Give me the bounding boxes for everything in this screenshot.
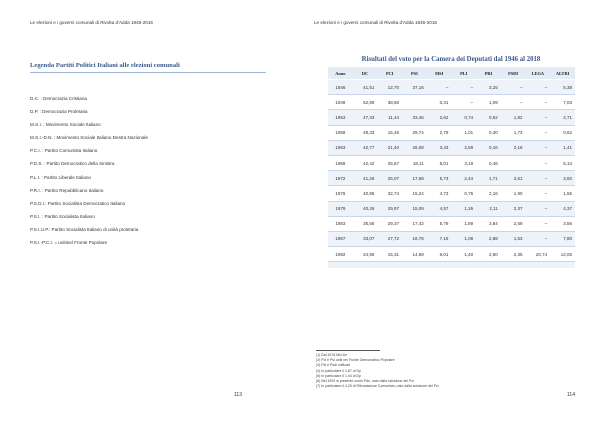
running-head-left: Le elezioni e i governi comunali di Rivolta d'Adda 1946-2016 <box>30 20 153 25</box>
table-cell: 7,03 <box>550 95 575 110</box>
column-header: PLI <box>451 67 476 80</box>
table-cell: 29,37 <box>377 216 402 231</box>
table-cell: 15,31 <box>377 247 402 262</box>
table-cell: 15,48 <box>377 125 402 140</box>
table-cell: 25,07 <box>377 171 402 186</box>
table-cell: 0,62 <box>476 110 501 125</box>
table-row <box>328 247 575 262</box>
table-cell <box>402 95 427 110</box>
table-cell: 1,26 <box>451 201 476 216</box>
table-cell: 2,88 <box>476 231 501 246</box>
table-cell: 41,26 <box>353 171 378 186</box>
table-cell: 0,31 <box>427 95 452 110</box>
running-head-right: Le elezioni e i governi comunali di Rivolta d'Adda 1946-2016 <box>314 20 437 25</box>
right-page <box>300 0 600 424</box>
table-cell: 2,35 <box>501 247 526 262</box>
table-cell: 24,95 <box>353 247 378 262</box>
table-cell: 2,37 <box>501 201 526 216</box>
table-cell: 41,51 <box>353 80 378 95</box>
table-cell: 4,73 <box>427 186 452 201</box>
legend-list <box>30 96 148 253</box>
table-cell: – <box>526 171 551 186</box>
table-cell: 1,71 <box>476 171 501 186</box>
table-cell: 2,16 <box>476 186 501 201</box>
table-cell: 7,16 <box>427 231 452 246</box>
column-header: MSI <box>427 67 452 80</box>
table-cell: 42,42 <box>353 155 378 170</box>
table-cell: 0,16 <box>476 140 501 155</box>
table-cell: 2,62 <box>427 110 452 125</box>
table-cell: 0,74 <box>451 110 476 125</box>
table-cell: 5,79 <box>427 216 452 231</box>
table-footer-bar <box>328 262 575 269</box>
table-cell: 5,01 <box>427 155 452 170</box>
table-cell: 0,30 <box>476 125 501 140</box>
table-cell: 3,84 <box>476 216 501 231</box>
table-cell: 15,24 <box>402 186 427 201</box>
year-cell: 1979 <box>328 201 353 216</box>
table-cell: – <box>526 216 551 231</box>
page-number-left: 113 <box>234 392 242 398</box>
table-cell: 18,11 <box>402 155 427 170</box>
column-header: LEGA <box>526 67 551 80</box>
legend-item: P.S.I.U.P.: Partito Socialista Italiano di unità proletaria <box>30 226 139 232</box>
legend-item: P.S.D.I.: Partito Socialista Democratico Italiano <box>30 200 126 206</box>
table-row <box>328 216 575 231</box>
table-cell: – <box>501 80 526 95</box>
table-cell: 27,72 <box>377 231 402 246</box>
table-cell: – <box>526 201 551 216</box>
table-cell: 5,38 <box>550 80 575 95</box>
table-cell: 40,26 <box>353 201 378 216</box>
table-cell: 1,09 <box>476 95 501 110</box>
column-header: PSDI <box>501 67 526 80</box>
year-cell: 1963 <box>328 140 353 155</box>
column-header: ALTRI <box>550 67 575 80</box>
table-cell: 2,11 <box>476 201 501 216</box>
legend-item: P.C.I. : Partito Comunista Italiano <box>30 148 98 154</box>
table-cell: 32,74 <box>377 186 402 201</box>
table-cell: – <box>526 140 551 155</box>
table-cell: 21,40 <box>377 140 402 155</box>
footnote: (7) In particolare il 4,29 di Rifondazione Comunista, nato dalla scissione del Pci <box>316 384 439 389</box>
table-cell: 38,68 <box>377 95 402 110</box>
legend-item: P.D.S. : Partito Democratico della Sinistra <box>30 161 115 167</box>
footnote: (6) Nel 1992 si presentò come Pds, nato dalla scissione del Pci <box>316 378 414 383</box>
table-cell: 1,53 <box>501 231 526 246</box>
table-cell: 2,59 <box>451 140 476 155</box>
table-cell: 25,67 <box>377 155 402 170</box>
table-cell: – <box>427 80 452 95</box>
table-row <box>328 231 575 246</box>
column-header: Anno <box>328 67 353 80</box>
legend-item: D.P. : Democrazia Proletaria <box>30 109 88 115</box>
year-cell: 1976 <box>328 186 353 201</box>
table-cell: – <box>451 80 476 95</box>
table-cell: 42,77 <box>353 140 378 155</box>
table-cell: – <box>526 155 551 170</box>
column-header: PCI <box>377 67 402 80</box>
legend-title: Legenda Partiti Politici Italiani alle elezioni comunali <box>30 62 180 69</box>
table-header-row <box>328 67 575 80</box>
table-cell: 4,37 <box>550 201 575 216</box>
year-cell: 1983 <box>328 216 353 231</box>
legend-divider <box>30 72 266 73</box>
footnote: (1) Dal 1976 Msi-Dn <box>316 353 348 357</box>
table-cell: 2,61 <box>501 171 526 186</box>
table-cell: 0,46 <box>476 155 501 170</box>
table-cell: 2,79 <box>427 125 452 140</box>
table-cell: 40,95 <box>353 186 378 201</box>
table-cell: 1,90 <box>501 186 526 201</box>
column-header: DC <box>353 67 378 80</box>
legend-item: D.C. : Democrazia Cristiana <box>30 96 87 101</box>
year-cell: 1958 <box>328 125 353 140</box>
table-cell: 14,59 <box>402 247 427 262</box>
table-cell: 3,19 <box>451 155 476 170</box>
table-row <box>328 95 575 110</box>
table-cell: 37,16 <box>402 80 427 95</box>
table-row <box>328 110 575 125</box>
table-cell: 17,68 <box>402 171 427 186</box>
year-cell: 1972 <box>328 171 353 186</box>
table-cell: – <box>526 80 551 95</box>
table-cell: 52,89 <box>353 95 378 110</box>
table-cell: 17,42 <box>402 216 427 231</box>
table-cell: 1,73 <box>501 125 526 140</box>
table-cell: 12,70 <box>377 80 402 95</box>
table-cell: 29,97 <box>377 201 402 216</box>
table-cell: 1,89 <box>451 216 476 231</box>
table-cell: 1,55 <box>550 186 575 201</box>
legend-item: P.L.I. : Partito Liberale Italiano <box>30 174 91 180</box>
table-cell: 1,40 <box>451 247 476 262</box>
column-header: PSI <box>402 67 427 80</box>
table-cell: 3,25 <box>476 80 501 95</box>
column-header: PRI <box>476 67 501 80</box>
table-cell: 2,71 <box>550 110 575 125</box>
table-cell: 12,05 <box>550 247 575 262</box>
table-cell: 5,73 <box>427 171 452 186</box>
table-row <box>328 140 575 155</box>
table-cell: – <box>451 95 476 110</box>
table-cell: 3,56 <box>550 216 575 231</box>
table-title: Risultati del voto per la Camera dei Deputati dal 1946 al 2018 <box>361 56 541 63</box>
legend-item: P.R.I. : Partito Repubblicano Italiano <box>30 187 104 193</box>
year-cell: 1968 <box>328 155 353 170</box>
table-cell: 15,09 <box>402 201 427 216</box>
table-cell: – <box>526 110 551 125</box>
legend-item: M.S.I. : Movimento Sociale Italiano <box>30 122 101 128</box>
table-cell <box>501 155 526 170</box>
table-cell: 5,14 <box>550 155 575 170</box>
table-cell: – <box>526 186 551 201</box>
table-cell: 33,46 <box>402 110 427 125</box>
footnote: (4) In particolare il 1,67 di Dp <box>316 368 361 373</box>
table-cell: 35,56 <box>353 216 378 231</box>
results-table <box>328 67 575 268</box>
table-cell: 2,60 <box>476 247 501 262</box>
table-cell: 7,80 <box>550 231 575 246</box>
table-cell: 4,57 <box>427 201 452 216</box>
table-cell: 6,01 <box>427 247 452 262</box>
table-cell: 20,74 <box>526 247 551 262</box>
table-row <box>328 80 575 95</box>
table-row <box>328 186 575 201</box>
legend-item: M.S.I.-D.N. : Movimento Sociale Italiano Destra Nazionale <box>30 135 148 141</box>
table-cell: 11,44 <box>377 110 402 125</box>
table-body <box>328 80 575 262</box>
table-cell: 1,01 <box>451 125 476 140</box>
table-cell: 3,43 <box>427 140 452 155</box>
table-cell: 1,41 <box>550 140 575 155</box>
table-cell: 18,76 <box>402 231 427 246</box>
table-cell: 1,08 <box>451 231 476 246</box>
table-row <box>328 155 575 170</box>
table-cell: 29,74 <box>402 125 427 140</box>
table-cell: 2,44 <box>451 171 476 186</box>
table-row <box>328 171 575 186</box>
table-cell: 26,08 <box>402 140 427 155</box>
table-cell: 33,07 <box>353 231 378 246</box>
year-cell: 1948 <box>328 95 353 110</box>
table-cell: 47,33 <box>353 110 378 125</box>
table-cell: 0,75 <box>451 186 476 201</box>
footnote-divider <box>316 350 380 351</box>
table-cell: – <box>526 231 551 246</box>
table-cell: 3,50 <box>550 171 575 186</box>
table-cell: – <box>501 95 526 110</box>
year-cell: 1953 <box>328 110 353 125</box>
legend-item: P.S.I. : Partito Socialista Italiano <box>30 213 95 219</box>
table-row <box>328 201 575 216</box>
table-cell: 2,59 <box>501 216 526 231</box>
table-cell: 48,33 <box>353 125 378 140</box>
legend-item: P.S.I.-P.C.I. = unitinel Fronte Popolare <box>30 240 108 246</box>
table-cell: 1,82 <box>501 110 526 125</box>
footnote: (3) Psi e Psdi unificati <box>316 363 350 368</box>
table-row <box>328 125 575 140</box>
footnote: (2) Pci e Psi uniti nel Fronte Democratico Popolare <box>316 358 395 363</box>
year-cell: 1992 <box>328 247 353 262</box>
table-cell: 2,16 <box>501 140 526 155</box>
table-cell: – <box>526 95 551 110</box>
year-cell: 1987 <box>328 231 353 246</box>
page-number-right: 114 <box>567 392 575 398</box>
year-cell: 1946 <box>328 80 353 95</box>
table-cell: – <box>526 125 551 140</box>
table-cell: 0,62 <box>550 125 575 140</box>
footnote: (5) In particolare il 1,44 di Dp <box>316 373 361 378</box>
footnotes <box>316 353 439 389</box>
